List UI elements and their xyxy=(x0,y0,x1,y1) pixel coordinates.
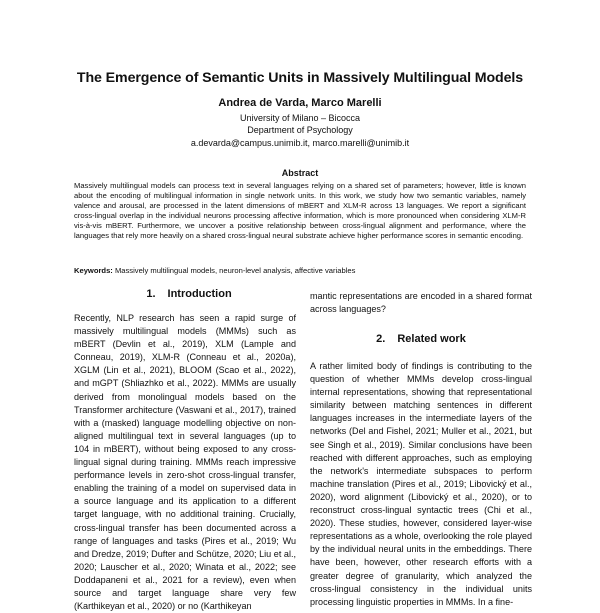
introduction-continued xyxy=(310,290,532,316)
related-work-paragraph: A rather limited body of findings is contributing to the question of whether MMMs develop cross-lingual internal representations, showing that representational similarity between matching sentences in different languages increases in the intermediate layers of the networks (Del and Fishel, 2021; Muller et al., 2021, but see Singh et al., 2019). Similar conclusions have been reached with different approaches, such as employing the network's intermediate subspaces to perform machine translation (Pires et al., 2019; Libovický et al., 2020), word alignment (Libovický et al., 2020), or to reconstruct cross-lingual syntactic trees (Chi et al., 2020). These studies, however, considered layer-wise representations as a whole, overlooking the role played by the individual neural units in the embeddings. There have been, however, other research efforts with a greater degree of granularity, which analyzed the cross-lingual consistency in the individual units processing linguistic properties in MMMs. In a fine- xyxy=(310,361,532,607)
affiliation-university: University of Milano – Bicocca xyxy=(239,113,361,123)
introduction-paragraph: Recently, NLP research has seen a rapid surge of massively multilingual models (MMMs) such as mBERT (Devlin et al., 2019), XLM (Lample and Conneau, 2019), XLM-R (Conneau et al., 2020a), XGLM (Lin et al., 2021), BLOOM (Scao et al., 2022), and mGPT (Shliazhko et al., 2022). MMMs are usually derived from monolingual models based on the Transformer architecture (Vaswani et al., 2017), trained with a (masked) language modelling objective on non-aligned multilingual text in several languages (up to 104 in mBERT), without being exposed to any cross-lingual signal during training. MMMs reach impressive performance levels in zero-shot cross-lingual transfer, enabling the training of a model on supervised data in a source language and its application to a different target language, with no additional training. Crucially, cross-lingual transfer has been documented across a range of languages and tasks (Pires et al., 2019; Wu and Dredze, 2019; Dufter and Schütze, 2020; Liu et al., 2020; Lauscher et al., 2020; Winata et al., 2022; see Doddapaneni et al., 2021 for a review), even when source and target language share very few (Karthikeyan et al., 2020) or no (Karthikeyan xyxy=(74,313,296,612)
keywords-text: Massively multilingual models, neuron-level analysis, affective variables xyxy=(112,266,356,275)
paper-title: The Emergence of Semantic Units in Massively Multilingual Models xyxy=(76,70,524,86)
section-heading-introduction xyxy=(74,288,304,300)
abstract-body: Massively multilingual models can process text in several languages relying on a shared set of parameters; however, little is known about the encoding of multilingual information in single network units. In this work, we study how two semantic variables, namely valence and arousal, are processed in the latent dimensions of mBERT and XLM-R across 13 languages. We report a significant cross-lingual overlap in the individual neurons processing affective information, which is more pronounced when considering XLM-R vis-à-vis mBERT. Furthermore, we uncover a positive relationship between cross-lingual alignment and performance, where the languages that rely more heavily on a shared cross-lingual neural substrate achieve higher performance scores in semantic encoding. xyxy=(74,181,526,241)
section-title: Related work xyxy=(397,333,466,345)
abstract-heading: Abstract xyxy=(281,168,319,178)
section-title: Introduction xyxy=(167,288,232,300)
section-number: 2. xyxy=(376,333,386,345)
introduction-body xyxy=(74,312,296,613)
related-work-body xyxy=(310,360,532,609)
introduction-continued-text: mantic representations are encoded in a shared format across languages? xyxy=(310,291,532,315)
keywords-line xyxy=(74,266,526,276)
keywords-label: Keywords: xyxy=(74,266,113,275)
paper-authors: Andrea de Varda, Marco Marelli xyxy=(218,97,382,109)
section-heading-related-work xyxy=(306,333,536,345)
section-number: 1. xyxy=(146,288,156,300)
author-emails: a.devarda@campus.unimib.it, marco.marelli@unimib.it xyxy=(190,138,410,148)
affiliation-department: Department of Psychology xyxy=(247,125,353,135)
